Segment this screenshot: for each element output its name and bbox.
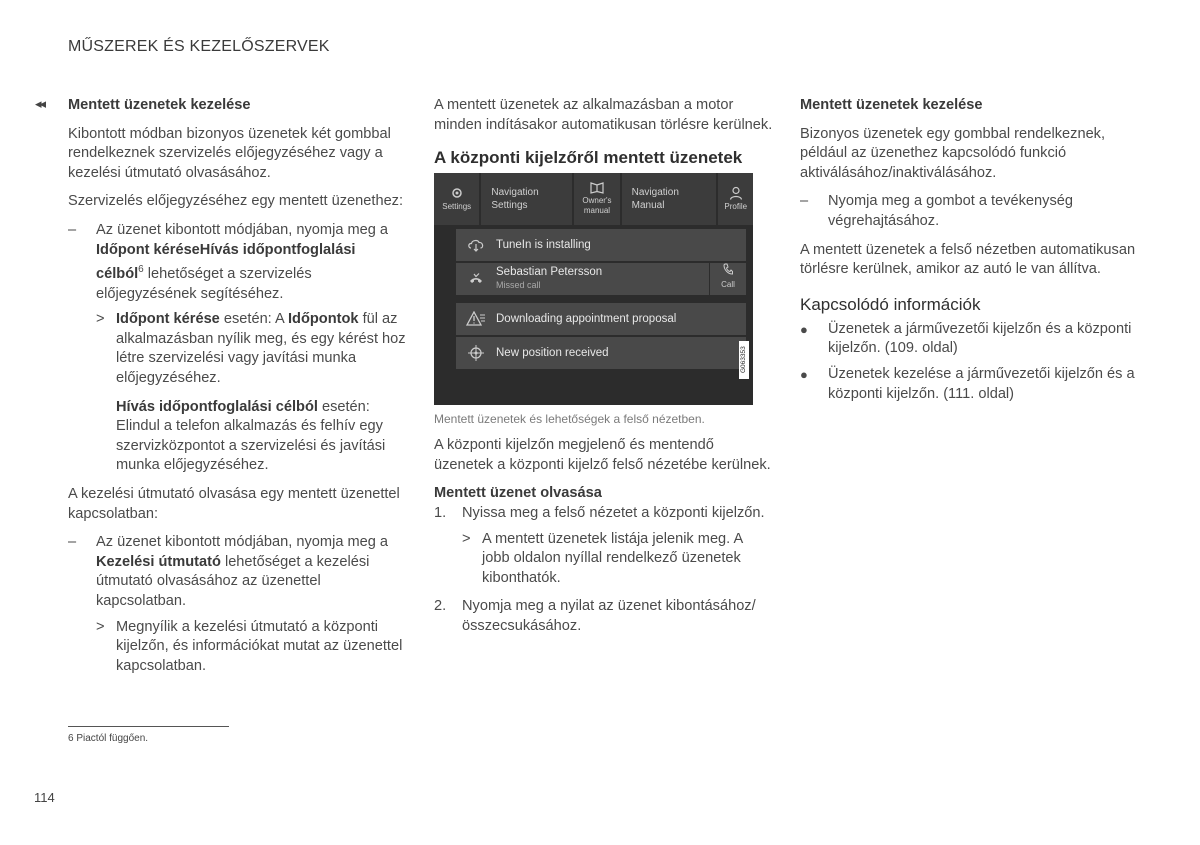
result-text: A mentett üzenetek listája jelenik meg. A jobb oldalon nyíllal rendelkező üzenetek kibonthatók. [482, 530, 743, 586]
figure-caption: Mentett üzenetek és lehetőségek a felső nézetben. [434, 412, 705, 427]
notification-appointment [456, 303, 746, 335]
dash-item-button [800, 192, 1140, 231]
dash-symbol: – [68, 534, 77, 551]
column-left [68, 96, 406, 685]
manual-paragraph: A kezelési útmutató olvasása egy mentett üzenettel kapcsolatban: [68, 485, 400, 522]
step-1-result [434, 530, 774, 589]
dash2-bold: Kezelési útmutató [96, 553, 221, 570]
indent-post: esetén: Elindul a telefon alkalmazás és felhív egy szervizközpontot a szervizelési és javítási munka előjegyzéséhez. [116, 398, 386, 474]
top-view-bar [434, 173, 753, 225]
dash-symbol: – [68, 221, 77, 238]
dash-text: Nyomja meg a gombot a tevékenység végrehajtásához. [828, 193, 1073, 229]
cloud-download-icon [467, 238, 485, 252]
footnote-ref: 6 [138, 264, 144, 276]
page-number: 114 [34, 790, 55, 805]
owners-manual-tile [574, 173, 619, 225]
section-heading: A központi kijelzőről mentett üzenetek [434, 148, 743, 168]
related-link-text: Üzenetek a járművezetői kijelzőn és a központi kijelzőn. (109. oldal) [828, 320, 1132, 357]
page-header: MŰSZEREK ÉS KEZELŐSZERVEK [68, 38, 330, 55]
arrow1-bold1: Időpont kérése [116, 311, 220, 328]
navigation-settings-label: Navigation Settings [491, 187, 539, 212]
related-link-text: Üzenetek kezelése a járművezetői kijelzőn és a központi kijelzőn. (111. oldal) [828, 365, 1135, 402]
step-number: 1. [434, 504, 447, 521]
notification-title: Downloading appointment proposal [496, 312, 677, 325]
dash-symbol: – [800, 193, 809, 210]
notification-title: TuneIn is installing [496, 238, 591, 251]
call-button [709, 263, 746, 295]
step-2 [434, 597, 774, 636]
notification-position [456, 337, 746, 369]
call-label: Call [721, 280, 735, 290]
heading-saved-messages: Mentett üzenetek kezelése [800, 97, 983, 113]
related-link[interactable] [800, 320, 1140, 359]
related-link[interactable] [800, 365, 1140, 404]
footnote-rule [68, 726, 229, 727]
indent-call [68, 398, 406, 476]
service-paragraph: Szervizelés előjegyzéséhez egy mentett üzenethez: [68, 193, 404, 210]
footnote: 6 Piactól függően. [68, 733, 149, 744]
navigation-manual-tile [622, 173, 717, 225]
arrow-item-manual [68, 618, 406, 677]
notification-missed-call [456, 263, 746, 295]
related-info-heading: Kapcsolódó információk [800, 294, 981, 314]
bullet-symbol: ● [800, 366, 808, 382]
navigation-manual-label: Navigation Manual [631, 187, 679, 212]
arrow2-text: Megnyílik a kezelési útmutató a központi kijelzőn, és információkat mutat az üzenettel kapcsolatban. [116, 618, 403, 674]
navigation-settings-tile [481, 173, 572, 225]
column-middle [434, 96, 774, 643]
settings-tile [434, 173, 479, 225]
subheading-read: Mentett üzenet olvasása [434, 485, 602, 502]
arrow-symbol: > [462, 530, 471, 547]
after-paragraph: A központi kijelzőn megjelenő és mentendő üzenetek a központi kijelző felső nézetébe kerülnek. [434, 437, 771, 473]
arrow-item-appointment [68, 310, 406, 388]
arrow1-bold2: Időpontok [287, 311, 359, 328]
intro-paragraph: Bizonyos üzenetek egy gombbal rendelkeznek, például az üzenethez kapcsolódó funkció aktiválásához/inaktiválásához. [800, 125, 1106, 181]
intro-paragraph: A mentett üzenetek az alkalmazásban a motor minden indításakor automatikusan törlésre kerülnek. [434, 97, 773, 133]
settings-icon [450, 186, 464, 200]
step-text: Nyissa meg a felső nézetet a központi kijelzőn. [462, 504, 765, 521]
step-number: 2. [434, 598, 447, 615]
dash1-post: lehetőséget a szervizelés előjegyzésének segítéséhez. [96, 266, 312, 302]
compass-icon [467, 344, 485, 362]
continued-mark: ◂◂ [35, 96, 45, 111]
dash2-text: Az üzenet kibontott módjában, nyomja meg a [96, 534, 389, 551]
step-1 [434, 504, 774, 524]
dash2-post: lehetőséget a kezelési útmutató olvasásához az üzenettel kapcsolatban. [96, 553, 370, 609]
book-icon [590, 182, 604, 194]
dash1-bold: Időpont kéréseHívás időpontfoglalási célból [96, 241, 356, 283]
notification-title: Sebastian Petersson [496, 266, 603, 279]
column-right [800, 96, 1140, 410]
intro-paragraph: Kibontott módban bizonyos üzenetek két gombbal rendelkeznek szervizelés előjegyzéséhez vagy a kezelési útmutató olvasásához. [68, 125, 391, 181]
auto-delete-paragraph: A mentett üzenetek a felső nézetben automatikusan törlésre kerülnek, amikor az autó le van állítva. [800, 241, 1136, 278]
dash-item-manual [68, 533, 406, 611]
notification-tunein [456, 229, 746, 261]
center-display-screenshot [434, 173, 753, 405]
profile-icon [729, 186, 743, 200]
notification-title: New position received [496, 346, 609, 359]
profile-label: Profile [724, 202, 748, 212]
heading-saved-messages: Mentett üzenetek kezelése [68, 97, 251, 113]
indent-bold: Hívás időpontfoglalási célból [116, 398, 318, 415]
dash-item-service [68, 221, 406, 304]
arrow-symbol: > [96, 311, 105, 328]
missed-call-icon [468, 272, 484, 286]
owners-manual-label: Owner's manual [582, 196, 612, 216]
arrow1-mid: esetén: A [219, 311, 288, 328]
settings-label: Settings [442, 202, 472, 212]
phone-icon [723, 263, 733, 275]
image-code: G063353 [739, 341, 749, 379]
warning-icon [466, 311, 486, 327]
arrow-symbol: > [96, 618, 105, 635]
profile-tile [718, 173, 753, 225]
notification-subtitle: Missed call [496, 280, 541, 291]
bullet-symbol: ● [800, 321, 808, 337]
arrow1-post: fül az alkalmazásban nyílik meg, és egy kérést hoz létre szervizelési vagy javítási munka előjegyzéséhez. [116, 311, 406, 386]
dash1-text: Az üzenet kibontott módjában, nyomja meg a [96, 221, 389, 238]
step-text: Nyomja meg a nyilat az üzenet kibontásához/összecsukásához. [462, 598, 756, 634]
